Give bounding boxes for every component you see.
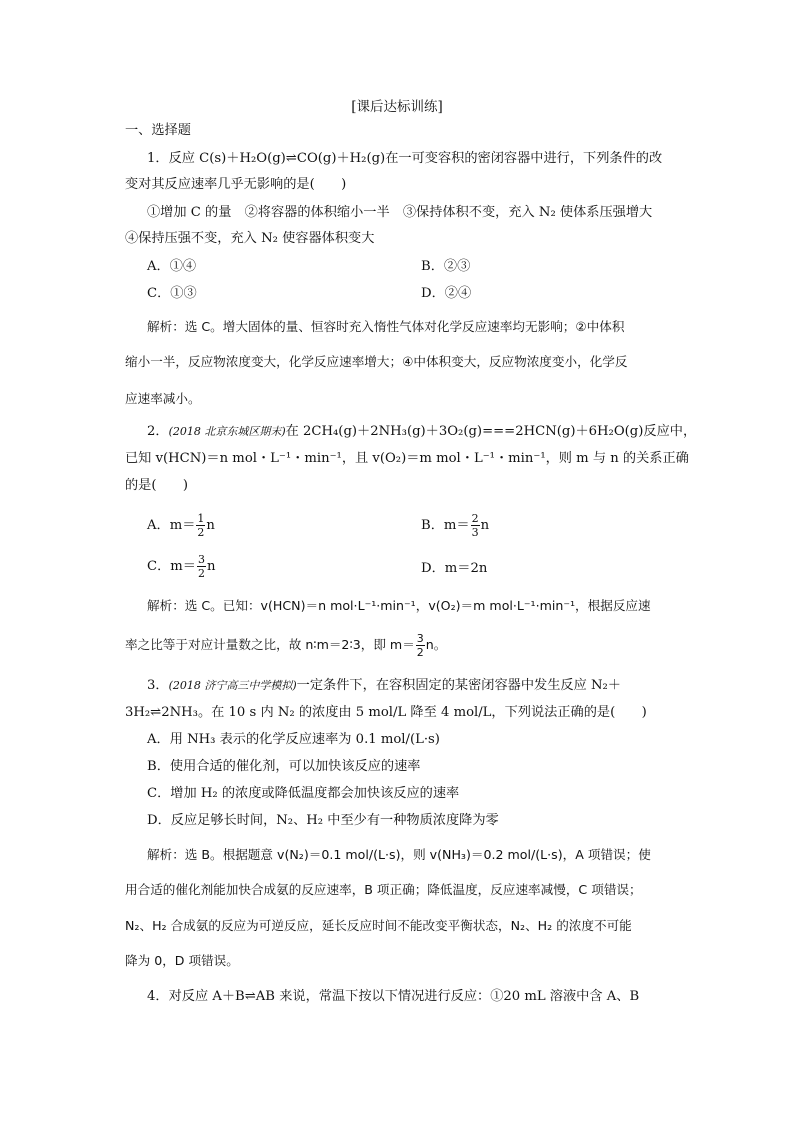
q3-analysis-line-3: N₂、H₂ 合成氨的反应为可逆反应，延长反应时间不能改变平衡状态，N₂、H₂ 的浓度不可能 <box>125 918 632 933</box>
q3-stem-line-2: 3H₂⇌2NH₃。在 10 s 内 N₂ 的浓度由 5 mol/L 降至 4 mol/L，下列说法正确的是( ) <box>125 705 647 720</box>
fraction-denominator: 2 <box>197 567 205 580</box>
q1-option-b: B．②③ <box>421 259 471 274</box>
q1-conditions-line-2: ④保持压强不变，充入 N₂ 使容器体积变大 <box>125 231 375 246</box>
q3-analysis-line-1: 解析：选 B。根据题意 v(N₂)＝0.1 mol/(L·s)，则 v(NH₃)＝0.2 mol/(L·s)，A 项错误；使 <box>147 847 651 862</box>
q1-stem-line-1: 1．反应 C(s)＋H₂O(g)⇌CO(g)＋H₂(g)在一可变容积的密闭容器中进行，下列条件的改 <box>147 151 663 166</box>
q2-option-d: D．m＝2n <box>421 561 488 576</box>
q3-number: 3． <box>147 678 169 693</box>
fraction-denominator: 3 <box>471 526 479 539</box>
q4-stem-line-1: 4．对反应 A＋B⇌AB 来说，常温下按以下情况进行反应：①20 mL 溶液中含 A、B <box>147 989 640 1004</box>
q3-option-c: C．增加 H₂ 的浓度或降低温度都会加快该反应的速率 <box>147 786 460 801</box>
fraction-numerator: 2 <box>471 512 479 525</box>
q1-stem-line-2: 变对其反应速率几乎无影响的是( ) <box>125 177 347 192</box>
fraction-numerator: 1 <box>197 512 205 525</box>
q2-option-b-fraction <box>471 512 480 539</box>
q2-option-c <box>147 553 215 580</box>
fraction-denominator: 2 <box>416 646 424 659</box>
q3-option-d: D．反应足够长时间，N₂、H₂ 中至少有一种物质浓度降为零 <box>147 813 499 828</box>
q2-stem-line-1 <box>147 423 696 441</box>
q3-stem-line-1 <box>147 677 621 695</box>
q2-option-b-suffix: n <box>480 518 490 533</box>
q3-stem-rest: 一定条件下，在容积固定的某密闭容器中发生反应 N₂＋ <box>296 678 621 693</box>
q1-option-c: C．①③ <box>147 286 197 301</box>
q2-option-a-suffix: n <box>206 518 215 533</box>
q3-option-b: B．使用合适的催化剂，可以加快该反应的速率 <box>147 759 421 774</box>
q3-analysis-line-2: 用合适的催化剂能加快合成氨的反应速率，B 项正确；降低温度，反应速率减慢，C 项错误； <box>125 882 642 897</box>
fraction-numerator: 3 <box>197 553 205 566</box>
q2-option-c-fraction <box>197 553 206 580</box>
section-heading: 一、选择题 <box>125 123 191 138</box>
q2-stem-line-2: 已知 v(HCN)＝n mol・L⁻¹・min⁻¹，且 v(O₂)＝m mol・L⁻¹・min⁻¹，则 m 与 n 的关系正确 <box>125 451 689 466</box>
q2-source: (2018 北京东城区期末) <box>168 425 286 438</box>
q2-stem-rest: 在 2CH₄(g)＋2NH₃(g)＋3O₂(g)===2HCN(g)＋6H₂O(g)反应中， <box>285 424 697 439</box>
q2-stem-line-3: 的是( ) <box>125 478 189 493</box>
q2-analysis-line-2-suffix: n。 <box>425 637 447 652</box>
q1-analysis-line-3: 应速率减小。 <box>125 391 201 406</box>
q1-conditions-line-1: ①增加 C 的量 ②将容器的体积缩小一半 ③保持体积不变，充入 N₂ 使体系压强增大 <box>147 205 653 220</box>
q2-option-b <box>421 512 489 539</box>
q2-analysis-line-1: 解析：选 C。已知：v(HCN)＝n mol·L⁻¹·min⁻¹，v(O₂)＝m mol·L⁻¹·min⁻¹，根据反应速 <box>147 598 651 613</box>
q2-analysis-line-2-prefix: 率之比等于对应计量数之比，故 n∶m＝2∶3，即 m＝ <box>125 637 415 652</box>
fraction-denominator: 2 <box>197 526 205 539</box>
page-title: [课后达标训练] <box>351 99 443 115</box>
q1-option-d: D．②④ <box>421 286 472 301</box>
q2-option-a-prefix: A．m＝ <box>147 518 196 533</box>
q3-option-a: A．用 NH₃ 表示的化学反应速率为 0.1 mol/(L·s) <box>147 732 440 747</box>
q2-option-a-fraction <box>196 512 205 539</box>
q3-source: (2018 济宁高三中学模拟) <box>168 679 297 692</box>
q2-option-c-suffix: n <box>206 559 216 574</box>
q2-option-a <box>147 512 215 539</box>
q1-analysis-line-1: 解析：选 C。增大固体的量、恒容时充入惰性气体对化学反应速率均无影响；②中体积 <box>147 319 625 334</box>
q3-analysis-line-4: 降为 0，D 项错误。 <box>125 953 239 968</box>
q1-option-a: A．①④ <box>147 259 197 274</box>
q1-analysis-line-2: 缩小一半，反应物浓度变大，化学反应速率增大；④中体积变大，反应物浓度变小，化学反 <box>125 354 628 369</box>
q2-option-c-prefix: C．m＝ <box>147 559 196 574</box>
q2-analysis-line-2 <box>125 632 446 659</box>
q2-number: 2． <box>147 424 169 439</box>
fraction-numerator: 3 <box>416 632 424 645</box>
q2-analysis-fraction <box>416 632 425 659</box>
q2-option-b-prefix: B．m＝ <box>421 518 470 533</box>
